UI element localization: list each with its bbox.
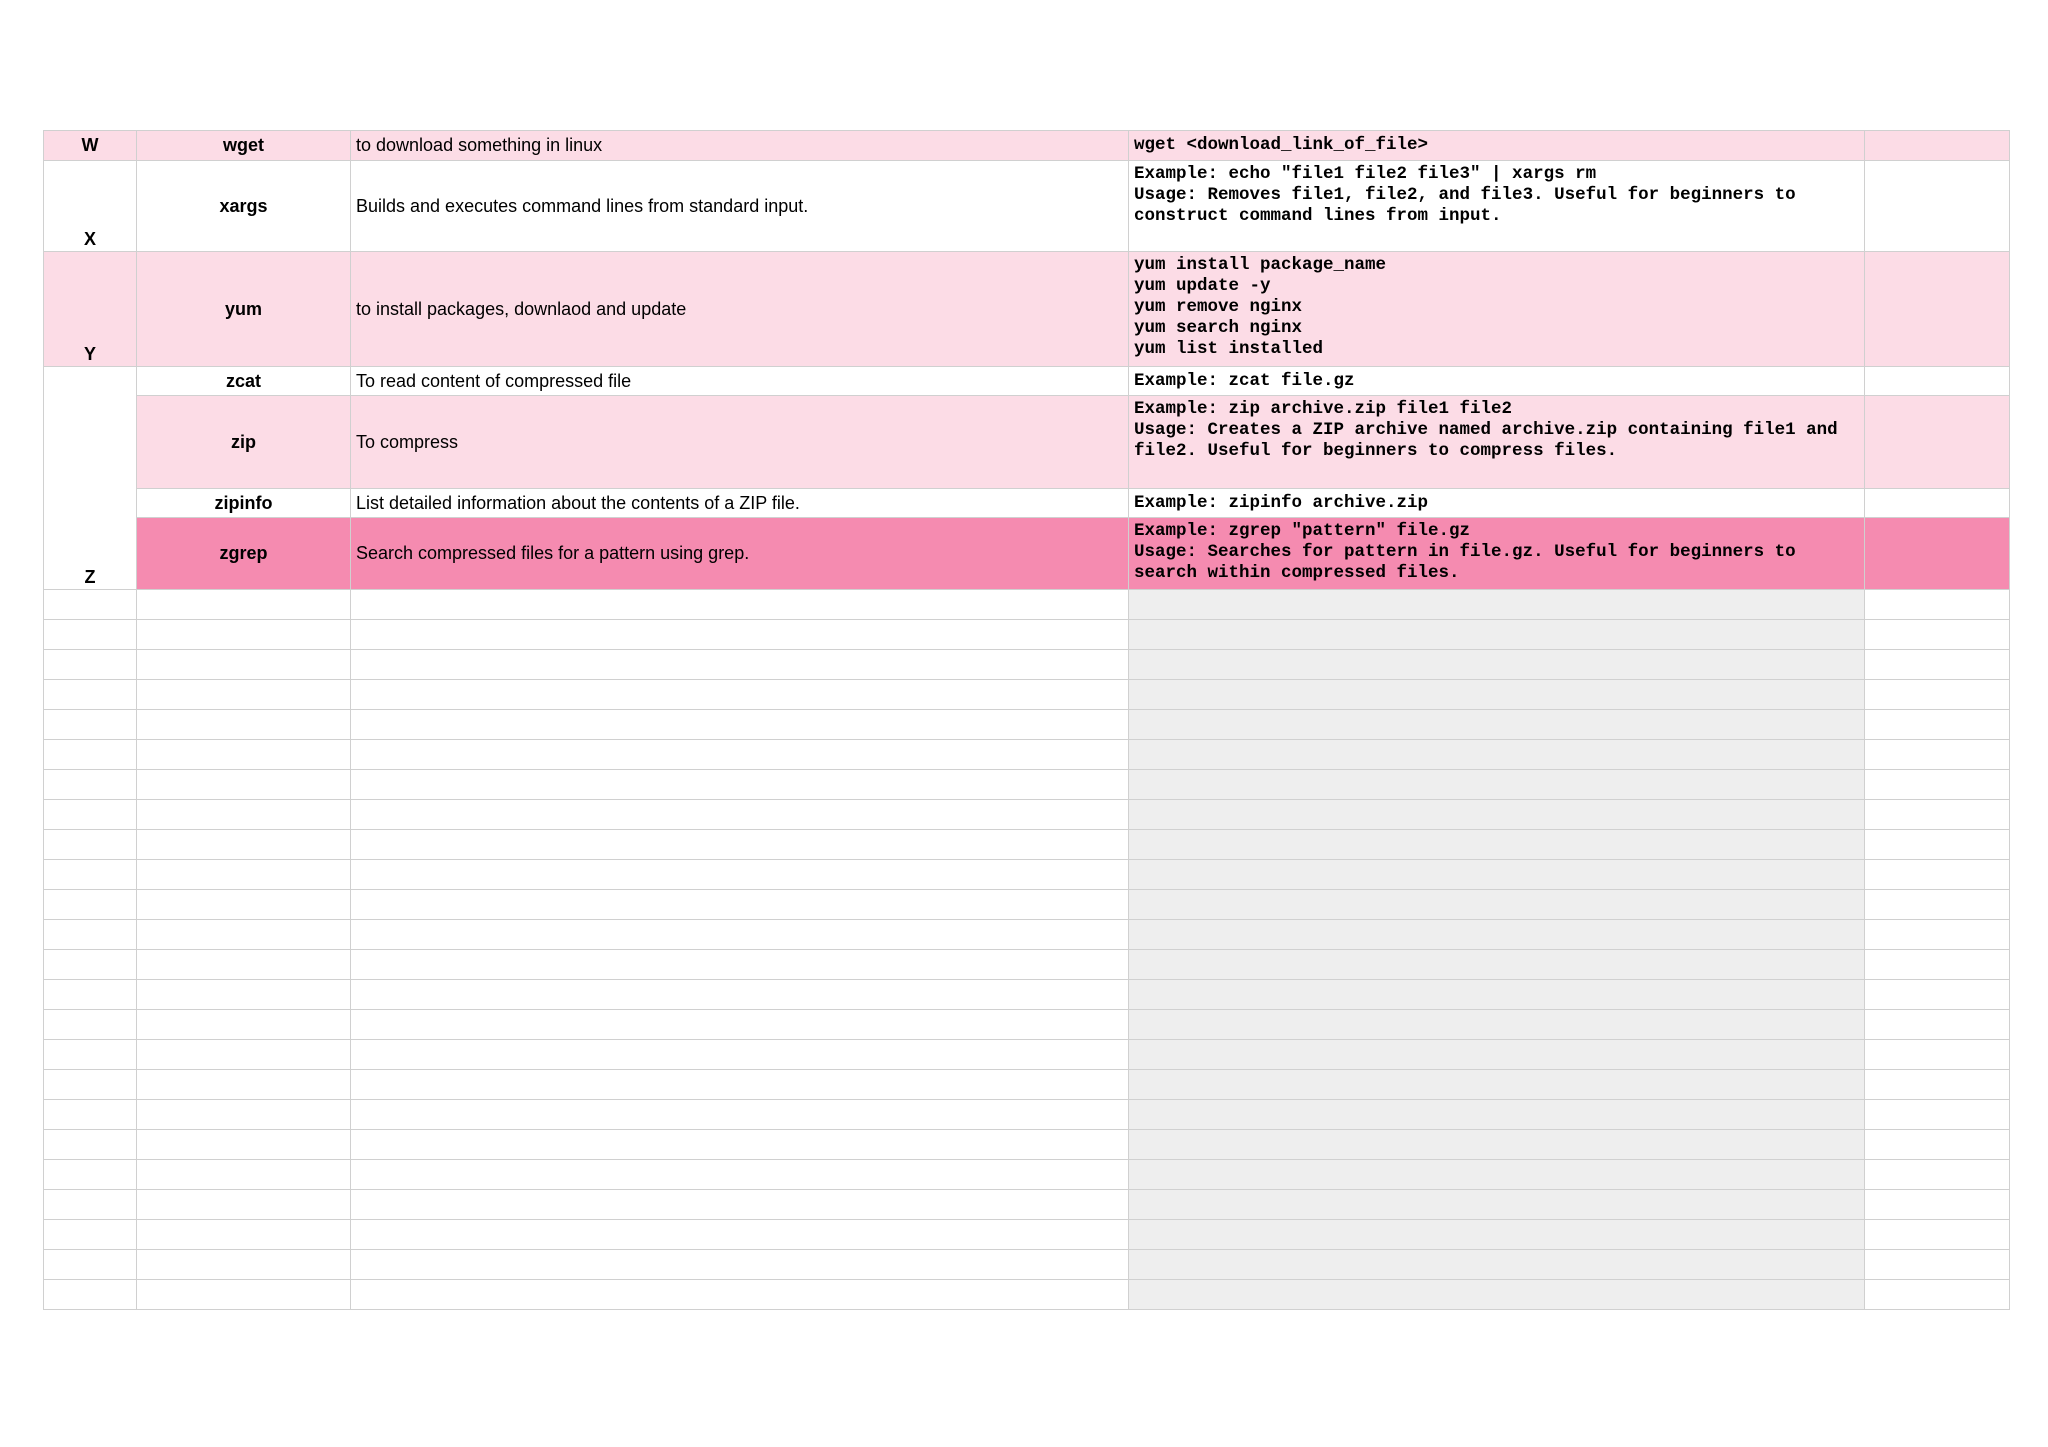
description-cell[interactable]: to download something in linux [351,131,1129,161]
empty-cell[interactable] [1865,650,2010,680]
empty-table-row [44,1070,2010,1100]
empty-cell[interactable] [351,920,1129,950]
empty-cell[interactable] [137,890,351,920]
empty-cell[interactable] [1865,620,2010,650]
empty-cell[interactable] [1129,770,1865,800]
empty-cell[interactable] [351,680,1129,710]
empty-cell[interactable] [351,1010,1129,1040]
empty-table-row [44,800,2010,830]
empty-table-row [44,710,2010,740]
empty-table-row [44,1250,2010,1280]
table-row [44,367,2010,396]
command-cell[interactable]: yum [137,252,351,367]
table-row [44,252,2010,367]
empty-cell[interactable] [1865,1040,2010,1070]
empty-cell[interactable] [351,590,1129,620]
empty-cell[interactable] [1865,489,2010,518]
empty-cell[interactable] [137,590,351,620]
empty-cell[interactable] [1865,740,2010,770]
empty-cell[interactable] [1129,860,1865,890]
empty-table-row [44,860,2010,890]
empty-table-row [44,770,2010,800]
empty-cell[interactable] [1865,1100,2010,1130]
empty-cell[interactable] [44,650,137,680]
letter-cell: W [44,131,137,161]
empty-cell[interactable] [1865,800,2010,830]
empty-table-row [44,590,2010,620]
empty-cell[interactable] [137,800,351,830]
empty-cell[interactable] [1865,1160,2010,1190]
empty-cell[interactable] [1129,920,1865,950]
empty-cell[interactable] [137,710,351,740]
empty-cell[interactable] [1129,890,1865,920]
empty-cell[interactable] [137,1190,351,1220]
empty-cell[interactable] [137,860,351,890]
empty-cell[interactable] [351,1190,1129,1220]
empty-cell[interactable] [44,740,137,770]
empty-cell[interactable] [44,1040,137,1070]
empty-cell[interactable] [1865,710,2010,740]
empty-cell[interactable] [44,980,137,1010]
empty-cell[interactable] [1129,740,1865,770]
empty-cell[interactable] [1865,980,2010,1010]
empty-cell[interactable] [1865,590,2010,620]
description-cell[interactable]: To read content of compressed file [351,367,1129,396]
empty-table-row [44,650,2010,680]
empty-cell[interactable] [1129,980,1865,1010]
empty-cell[interactable] [351,950,1129,980]
empty-cell[interactable] [1865,1130,2010,1160]
empty-cell[interactable] [1129,1040,1865,1070]
empty-cell[interactable] [137,1070,351,1100]
example-cell[interactable]: wget <download_link_of_file> [1129,131,1865,161]
empty-cell[interactable] [351,860,1129,890]
empty-cell[interactable] [1865,396,2010,489]
empty-cell[interactable] [1129,1160,1865,1190]
empty-cell[interactable] [137,920,351,950]
empty-cell[interactable] [44,1160,137,1190]
empty-cell[interactable] [1129,650,1865,680]
empty-cell[interactable] [44,1190,137,1220]
empty-cell[interactable] [137,830,351,860]
letter-cell: Z [44,367,137,590]
letter-cell: Y [44,252,137,367]
empty-cell[interactable] [1865,860,2010,890]
empty-cell[interactable] [351,890,1129,920]
empty-cell[interactable] [137,1040,351,1070]
empty-cell[interactable] [1129,590,1865,620]
description-cell[interactable]: To compress [351,396,1129,489]
empty-cell[interactable] [44,890,137,920]
example-cell[interactable]: Example: echo "file1 file2 file3" | xargs rm Usage: Removes file1, file2, and file3. Useful for beginners to construct command lines from input. [1129,161,1865,252]
table-row [44,396,2010,489]
empty-cell[interactable] [1865,161,2010,252]
empty-cell[interactable] [1129,1280,1865,1310]
empty-cell[interactable] [1865,518,2010,590]
empty-cell[interactable] [137,1010,351,1040]
command-cell[interactable]: zgrep [137,518,351,590]
empty-cell[interactable] [1129,800,1865,830]
empty-cell[interactable] [351,650,1129,680]
empty-table-row [44,680,2010,710]
empty-cell[interactable] [44,1220,137,1250]
empty-table-row [44,1220,2010,1250]
empty-cell[interactable] [44,800,137,830]
empty-table-row [44,920,2010,950]
example-cell[interactable]: yum install package_name yum update -y yum remove nginx yum search nginx yum list installed [1129,252,1865,367]
empty-cell[interactable] [1865,890,2010,920]
example-cell[interactable]: Example: zcat file.gz [1129,367,1865,396]
empty-cell[interactable] [44,830,137,860]
empty-cell[interactable] [1865,680,2010,710]
empty-cell[interactable] [137,620,351,650]
empty-cell[interactable] [351,710,1129,740]
empty-cell[interactable] [351,1100,1129,1130]
table-row [44,131,2010,161]
empty-cell[interactable] [1129,620,1865,650]
empty-cell[interactable] [137,1280,351,1310]
commands-table [43,130,2010,1310]
empty-cell[interactable] [44,1010,137,1040]
empty-cell[interactable] [1129,1190,1865,1220]
empty-cell[interactable] [351,620,1129,650]
empty-cell[interactable] [1129,950,1865,980]
empty-cell[interactable] [1129,1250,1865,1280]
empty-cell[interactable] [44,1250,137,1280]
empty-cell[interactable] [351,1280,1129,1310]
empty-cell[interactable] [1865,1070,2010,1100]
command-cell[interactable]: zcat [137,367,351,396]
empty-cell[interactable] [44,770,137,800]
empty-cell[interactable] [351,1040,1129,1070]
empty-cell[interactable] [137,980,351,1010]
empty-cell[interactable] [137,770,351,800]
empty-cell[interactable] [351,770,1129,800]
empty-cell[interactable] [1865,367,2010,396]
empty-table-row [44,830,2010,860]
empty-table-row [44,1100,2010,1130]
description-cell[interactable]: List detailed information about the contents of a ZIP file. [351,489,1129,518]
empty-cell[interactable] [351,1160,1129,1190]
empty-table-row [44,1130,2010,1160]
example-cell[interactable]: Example: zgrep "pattern" file.gz Usage: Searches for pattern in file.gz. Useful for beginners to search within compressed files. [1129,518,1865,590]
empty-cell[interactable] [1129,680,1865,710]
empty-table-row [44,1160,2010,1190]
empty-cell[interactable] [44,620,137,650]
empty-table-row [44,1010,2010,1040]
empty-table-row [44,890,2010,920]
example-cell[interactable]: Example: zipinfo archive.zip [1129,489,1865,518]
empty-cell[interactable] [1129,1010,1865,1040]
empty-cell[interactable] [137,650,351,680]
empty-cell[interactable] [1865,252,2010,367]
command-cell[interactable]: wget [137,131,351,161]
empty-cell[interactable] [1865,950,2010,980]
table-row [44,518,2010,590]
empty-cell[interactable] [1865,1250,2010,1280]
command-cell[interactable]: xargs [137,161,351,252]
empty-cell[interactable] [1129,1100,1865,1130]
table-row [44,489,2010,518]
empty-cell[interactable] [137,1250,351,1280]
empty-cell[interactable] [1865,1010,2010,1040]
empty-table-row [44,1190,2010,1220]
empty-cell[interactable] [351,800,1129,830]
empty-cell[interactable] [44,950,137,980]
empty-table-row [44,620,2010,650]
empty-cell[interactable] [351,830,1129,860]
empty-cell[interactable] [351,740,1129,770]
empty-cell[interactable] [1865,1190,2010,1220]
empty-table-row [44,1280,2010,1310]
empty-cell[interactable] [351,1250,1129,1280]
empty-cell[interactable] [351,1220,1129,1250]
command-cell[interactable]: zipinfo [137,489,351,518]
empty-cell[interactable] [137,1220,351,1250]
empty-cell[interactable] [1129,830,1865,860]
empty-cell[interactable] [137,1160,351,1190]
description-cell[interactable]: Builds and executes command lines from standard input. [351,161,1129,252]
empty-cell[interactable] [1865,1280,2010,1310]
empty-cell[interactable] [44,860,137,890]
command-cell[interactable]: zip [137,396,351,489]
description-cell[interactable]: to install packages, downlaod and update [351,252,1129,367]
empty-table-row [44,1040,2010,1070]
description-cell[interactable]: Search compressed files for a pattern using grep. [351,518,1129,590]
empty-cell[interactable] [1865,770,2010,800]
empty-table-row [44,740,2010,770]
empty-cell[interactable] [1865,1220,2010,1250]
empty-cell[interactable] [1865,131,2010,161]
empty-cell[interactable] [137,950,351,980]
empty-cell[interactable] [1865,920,2010,950]
empty-cell[interactable] [44,1280,137,1310]
empty-cell[interactable] [44,1070,137,1100]
empty-cell[interactable] [44,1130,137,1160]
table-row [44,161,2010,252]
empty-cell[interactable] [351,1130,1129,1160]
empty-cell[interactable] [351,980,1129,1010]
empty-cell[interactable] [351,1070,1129,1100]
empty-table-row [44,980,2010,1010]
empty-cell[interactable] [1129,1220,1865,1250]
empty-cell[interactable] [1865,830,2010,860]
empty-cell[interactable] [137,680,351,710]
empty-cell[interactable] [44,1100,137,1130]
empty-cell[interactable] [137,1100,351,1130]
example-cell[interactable]: Example: zip archive.zip file1 file2 Usage: Creates a ZIP archive named archive.zip containing file1 and file2. Useful for beginners to compress files. [1129,396,1865,489]
empty-cell[interactable] [44,710,137,740]
empty-cell[interactable] [44,590,137,620]
empty-cell[interactable] [1129,1070,1865,1100]
empty-cell[interactable] [44,920,137,950]
letter-cell: X [44,161,137,252]
empty-cell[interactable] [1129,710,1865,740]
empty-cell[interactable] [137,1130,351,1160]
empty-cell[interactable] [44,680,137,710]
empty-table-row [44,950,2010,980]
empty-cell[interactable] [1129,1130,1865,1160]
empty-cell[interactable] [137,740,351,770]
